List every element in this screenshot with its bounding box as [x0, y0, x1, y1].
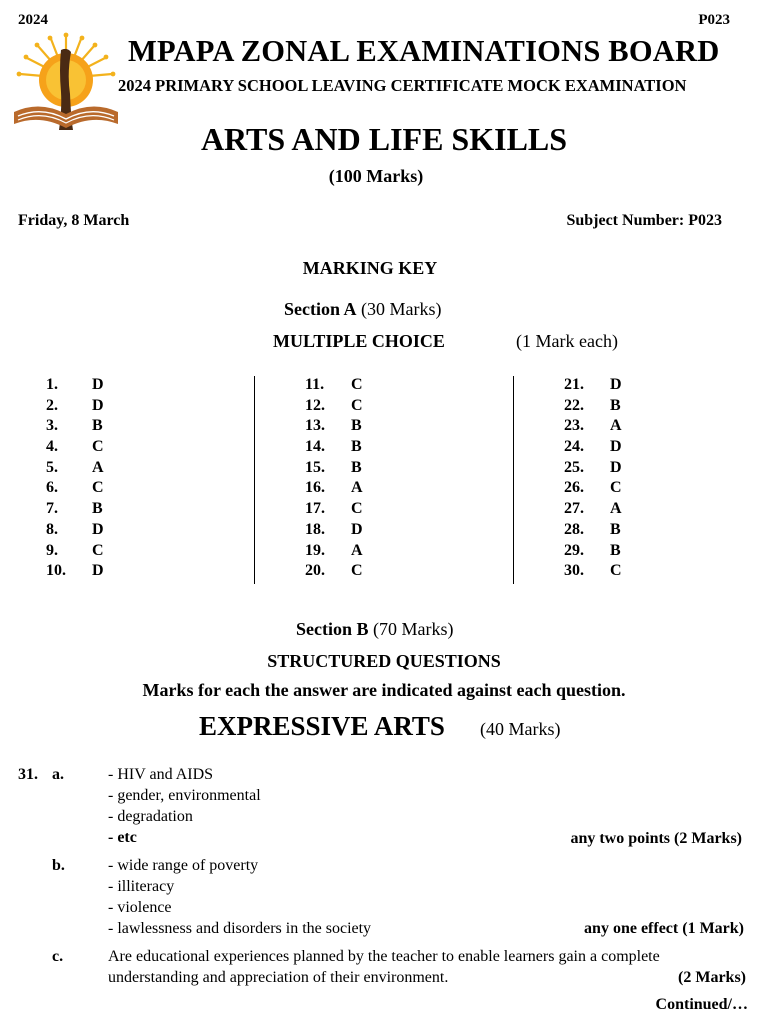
- mc-answer-letter: B: [92, 500, 103, 518]
- mc-answer-row: [305, 375, 363, 396]
- mc-answer-row: [46, 561, 104, 582]
- mc-question-number: 16.: [305, 479, 325, 497]
- mc-question-number: 9.: [46, 541, 58, 559]
- mc-question-number: 19.: [305, 541, 325, 559]
- mc-answer-letter: B: [351, 458, 362, 476]
- section-b-heading: [296, 619, 454, 640]
- mc-question-number: 18.: [305, 520, 325, 538]
- mc-answer-row: [305, 437, 363, 458]
- mc-answer-letter: B: [610, 396, 621, 414]
- mc-answer-letter: C: [351, 562, 363, 580]
- mc-answer-row: [564, 375, 622, 396]
- expressive-arts-marks: (40 Marks): [480, 719, 561, 739]
- mc-question-number: 21.: [564, 376, 584, 393]
- mc-answer-letter: B: [610, 541, 621, 559]
- mc-answer-row: [305, 396, 363, 417]
- mc-answer-row: [46, 416, 104, 437]
- header-year: 2024: [18, 12, 48, 28]
- mc-answer-row: [305, 520, 363, 541]
- mc-question-number: 29.: [564, 541, 584, 559]
- mc-answer-row: [46, 437, 104, 458]
- mc-answer-row: [564, 561, 622, 582]
- mc-answer-row: [305, 499, 363, 520]
- mc-answer-letter: B: [610, 520, 621, 538]
- mc-answer-letter: A: [92, 458, 104, 476]
- mc-answer-letter: A: [351, 479, 363, 497]
- mc-answer-letter: B: [351, 417, 362, 435]
- mc-answer-row: [305, 478, 363, 499]
- mc-answer-row: [564, 499, 622, 520]
- mc-question-number: 17.: [305, 500, 325, 518]
- mc-column-1: [46, 375, 104, 582]
- part-c-line: Are educational experiences planned by the teacher to enable learners gain a complete: [108, 948, 660, 965]
- mc-answer-row: [305, 561, 363, 582]
- column-divider: [513, 376, 514, 584]
- continued-note: Continued/…: [655, 996, 748, 1013]
- mc-answer-row: [46, 375, 104, 396]
- section-a-type: MULTIPLE CHOICE: [273, 331, 445, 351]
- subject-title: ARTS AND LIFE SKILLS: [200, 121, 568, 157]
- mc-answer-letter: C: [351, 500, 363, 518]
- part-c-line: understanding and appreciation of their environment.: [108, 969, 449, 986]
- section-b-note: Marks for each the answer are indicated against each question.: [142, 680, 626, 700]
- part-b-label: b.: [52, 857, 65, 874]
- part-b-line: - violence: [108, 899, 172, 916]
- section-a-each: (1 Mark each): [516, 331, 618, 351]
- mc-question-number: 8.: [46, 520, 58, 538]
- part-b-line: - wide range of poverty: [108, 857, 259, 874]
- mc-answer-letter: B: [92, 417, 103, 435]
- mc-answer-letter: C: [351, 376, 363, 393]
- part-a-line: - gender, environmental: [108, 787, 261, 804]
- section-a-marks: (30 Marks): [361, 299, 442, 319]
- marking-key-title: MARKING KEY: [302, 258, 438, 278]
- mc-answer-letter: C: [92, 479, 104, 497]
- mc-answer-row: [305, 416, 363, 437]
- part-b-line: - lawlessness and disorders in the society: [108, 920, 372, 937]
- mc-answer-row: [564, 478, 622, 499]
- mc-question-number: 12.: [305, 396, 325, 414]
- mc-question-number: 10.: [46, 562, 66, 580]
- mc-answer-row: [46, 478, 104, 499]
- mc-answer-row: [305, 541, 363, 562]
- mc-column-3: [564, 375, 622, 582]
- mc-question-number: 3.: [46, 417, 58, 435]
- mc-question-number: 25.: [564, 458, 584, 476]
- mc-answer-row: [46, 396, 104, 417]
- mc-answer-row: [305, 458, 363, 479]
- part-a-line: - HIV and AIDS: [108, 766, 214, 783]
- section-b-title: Section B: [296, 619, 369, 639]
- total-marks: (100 Marks): [328, 166, 424, 186]
- part-b-mark: any one effect (1 Mark): [584, 920, 744, 937]
- header-code: P023: [698, 12, 730, 28]
- column-divider: [254, 376, 255, 584]
- mc-answer-letter: D: [351, 520, 363, 538]
- mc-answer-letter: D: [92, 376, 104, 393]
- mc-answer-letter: C: [610, 479, 622, 497]
- question-number: 31.: [18, 766, 38, 783]
- mc-question-number: 6.: [46, 479, 58, 497]
- mc-column-2: [305, 375, 363, 582]
- mc-answer-letter: D: [92, 562, 104, 580]
- exam-date: Friday, 8 March: [18, 212, 130, 229]
- mc-question-number: 20.: [305, 562, 325, 580]
- mc-answer-row: [564, 458, 622, 479]
- part-c-label: c.: [52, 948, 64, 965]
- mc-question-number: 24.: [564, 438, 584, 456]
- mc-answer-letter: A: [351, 541, 363, 559]
- mc-answer-row: [564, 416, 622, 437]
- part-a-mark: any two points (2 Marks): [570, 830, 742, 847]
- subject-number: Subject Number: P023: [566, 212, 722, 229]
- exam-title: 2024 PRIMARY SCHOOL LEAVING CERTIFICATE MOCK EXAMINATION: [118, 76, 687, 95]
- board-name: MPAPA ZONAL EXAMINATIONS BOARD: [128, 34, 720, 68]
- mc-answer-row: [46, 541, 104, 562]
- mc-answer-row: [46, 458, 104, 479]
- section-b-type: STRUCTURED QUESTIONS: [267, 651, 501, 671]
- mc-question-number: 11.: [305, 376, 325, 393]
- mc-question-number: 28.: [564, 520, 584, 538]
- mc-question-number: 27.: [564, 500, 584, 518]
- mc-answer-letter: A: [610, 417, 622, 435]
- mc-question-number: 2.: [46, 396, 58, 414]
- mc-answer-letter: C: [351, 396, 363, 414]
- part-c-mark: (2 Marks): [678, 969, 746, 986]
- mc-answer-letter: D: [92, 396, 104, 414]
- part-a-line: - degradation: [108, 808, 193, 825]
- mc-question-number: 13.: [305, 417, 325, 435]
- part-b-line: - illiteracy: [108, 878, 175, 895]
- mc-answer-row: [564, 520, 622, 541]
- part-a-line: - etc: [108, 829, 137, 846]
- mc-question-number: 7.: [46, 500, 58, 518]
- mc-question-number: 4.: [46, 438, 58, 456]
- mc-answer-letter: D: [610, 458, 622, 476]
- mc-answer-row: [564, 437, 622, 458]
- mc-question-number: 15.: [305, 458, 325, 476]
- mc-question-number: 1.: [46, 376, 58, 393]
- mc-answer-letter: A: [610, 500, 622, 518]
- mc-question-number: 26.: [564, 479, 584, 497]
- mc-answer-letter: C: [92, 438, 104, 456]
- mc-question-number: 30.: [564, 562, 584, 580]
- section-a-heading: [284, 299, 442, 320]
- part-a-label: a.: [52, 766, 64, 783]
- mc-answer-letter: C: [610, 562, 622, 580]
- mc-answer-letter: D: [610, 438, 622, 456]
- section-a-title: Section A: [284, 299, 357, 319]
- mc-answer-letter: C: [92, 541, 104, 559]
- mc-question-number: 14.: [305, 438, 325, 456]
- mc-answer-row: [46, 520, 104, 541]
- mc-answer-letter: D: [610, 376, 622, 393]
- section-b-marks: (70 Marks): [373, 619, 454, 639]
- mc-answer-row: [46, 499, 104, 520]
- mc-answer-letter: D: [92, 520, 104, 538]
- mc-answer-row: [564, 396, 622, 417]
- mc-answer-letter: B: [351, 438, 362, 456]
- expressive-arts-title: EXPRESSIVE ARTS: [199, 711, 445, 741]
- mc-question-number: 22.: [564, 396, 584, 414]
- mc-question-number: 23.: [564, 417, 584, 435]
- mc-answer-row: [564, 541, 622, 562]
- mc-question-number: 5.: [46, 458, 58, 476]
